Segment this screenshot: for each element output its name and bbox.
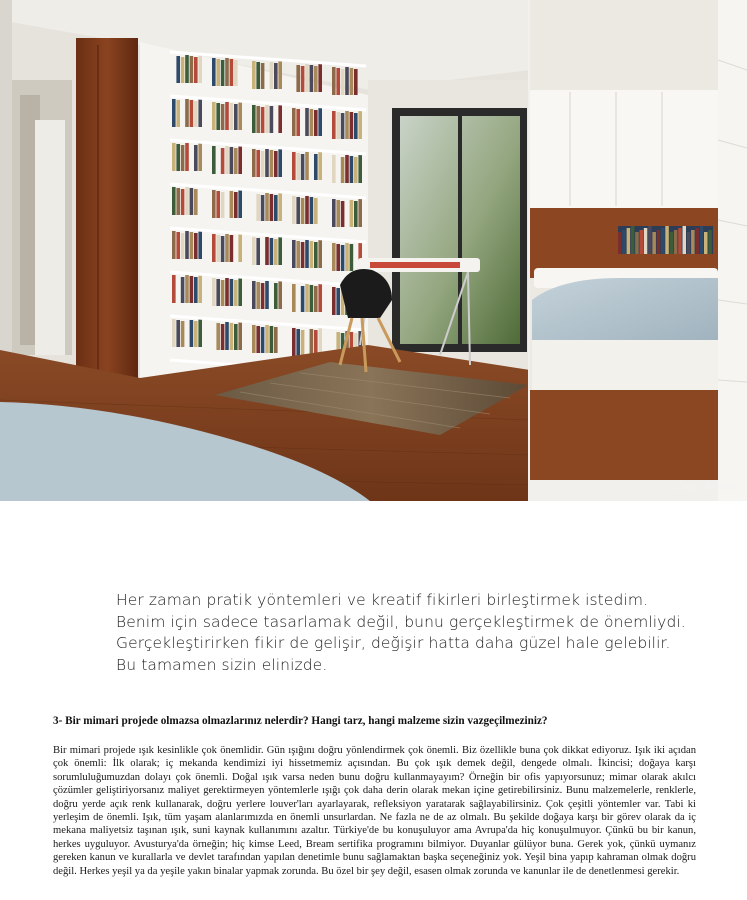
quote-line: Bu tamamen sizin elinizde. bbox=[116, 655, 328, 674]
photo-credit: © Engin Aydeniz bbox=[667, 482, 735, 493]
quote-line: Benim için sadece tasarlamak değil, bunu gerçekleştirmek de önemliydi. bbox=[116, 612, 686, 631]
interview-question: 3- Bir mimari projede olmazsa olmazlarınız nelerdir? Hangi tarz, hangi malzeme sizin vazgeçilmeziniz? bbox=[53, 715, 548, 727]
quote-line: Her zaman pratik yöntemleri ve kreatif fikirleri birleştirmek istedim. bbox=[116, 591, 649, 609]
pull-quote bbox=[116, 590, 686, 676]
quote-line: Gerçekleştirirken fikir de gelişir, değişir hatta daha güzel hale gelebilir. bbox=[116, 634, 671, 652]
interview-answer: Bir mimari projede ışık kesinlikle çok önemlidir. Gün ışığını doğru yönlendirmek çok önemli. Biz özellikle buna çok dikkat ediyoruz. Işık iki açıdan çok önemli: İlk olarak; iç mekanda kendimizi iyi hissetmemiz açısından. Bu çok ışık demek değil, dengede olmalı. İkincisi; doğaya karşı sorumluluğumuzdan dolayı çok önemli. Doğal ışık varsa neden bunu doğru kullanmayayım? Örneğin bir ofis yapıyorsunuz; mimar olarak akılcı çözümler geliştiriyorsanız maliyet gerektirmeyen yöntemlerle ışığı çok daha derin olarak mekan içine getirebilirsiniz. Bunu malzemelerle, renklerle, doğru yerde açık renk kullanarak, doğru yerlere louver'ları ayarlayarak, refleksiyon yaratarak sağlayabilirsiniz. Çok çeşitli yöntemler var. Tabi ki yerleşim de önemli. Işık, tüm yaşam alanlarımızda en önemli unsurlardan. Ne fazla ne de az olmalı. Bu şekilde doğaya karşı bir görev olarak da iç mekana maliyetsiz taşınan ışık, suni kaynak kullanımını azaltır. Türkiye'de bu konuşuluyor ama Avrupa'da hiç konuşulmuyor. Çünkü bu bir kanun, herkes uyguluyor. Avusturya'da örneğin; hiç kimse Leed, Bream sertifika programını bilmiyor. Duyanlar gülüyor buna. Gerek yok, çünkü uymanız gereken kanun ve kurallarla ve devlet tarafından yapılan denetimle bunu sağlamaktan başka seçeneğiniz yok. Yeşil bina yapıp kahraman olmak doğru değil. Herkes yeşil ya da yeşile yakın binalar yapmak zorunda. Bu özel bir şey değil, esasen olmak zorunda ve kanunlar ile de denetlenmesi gerekir. bbox=[53, 745, 696, 877]
